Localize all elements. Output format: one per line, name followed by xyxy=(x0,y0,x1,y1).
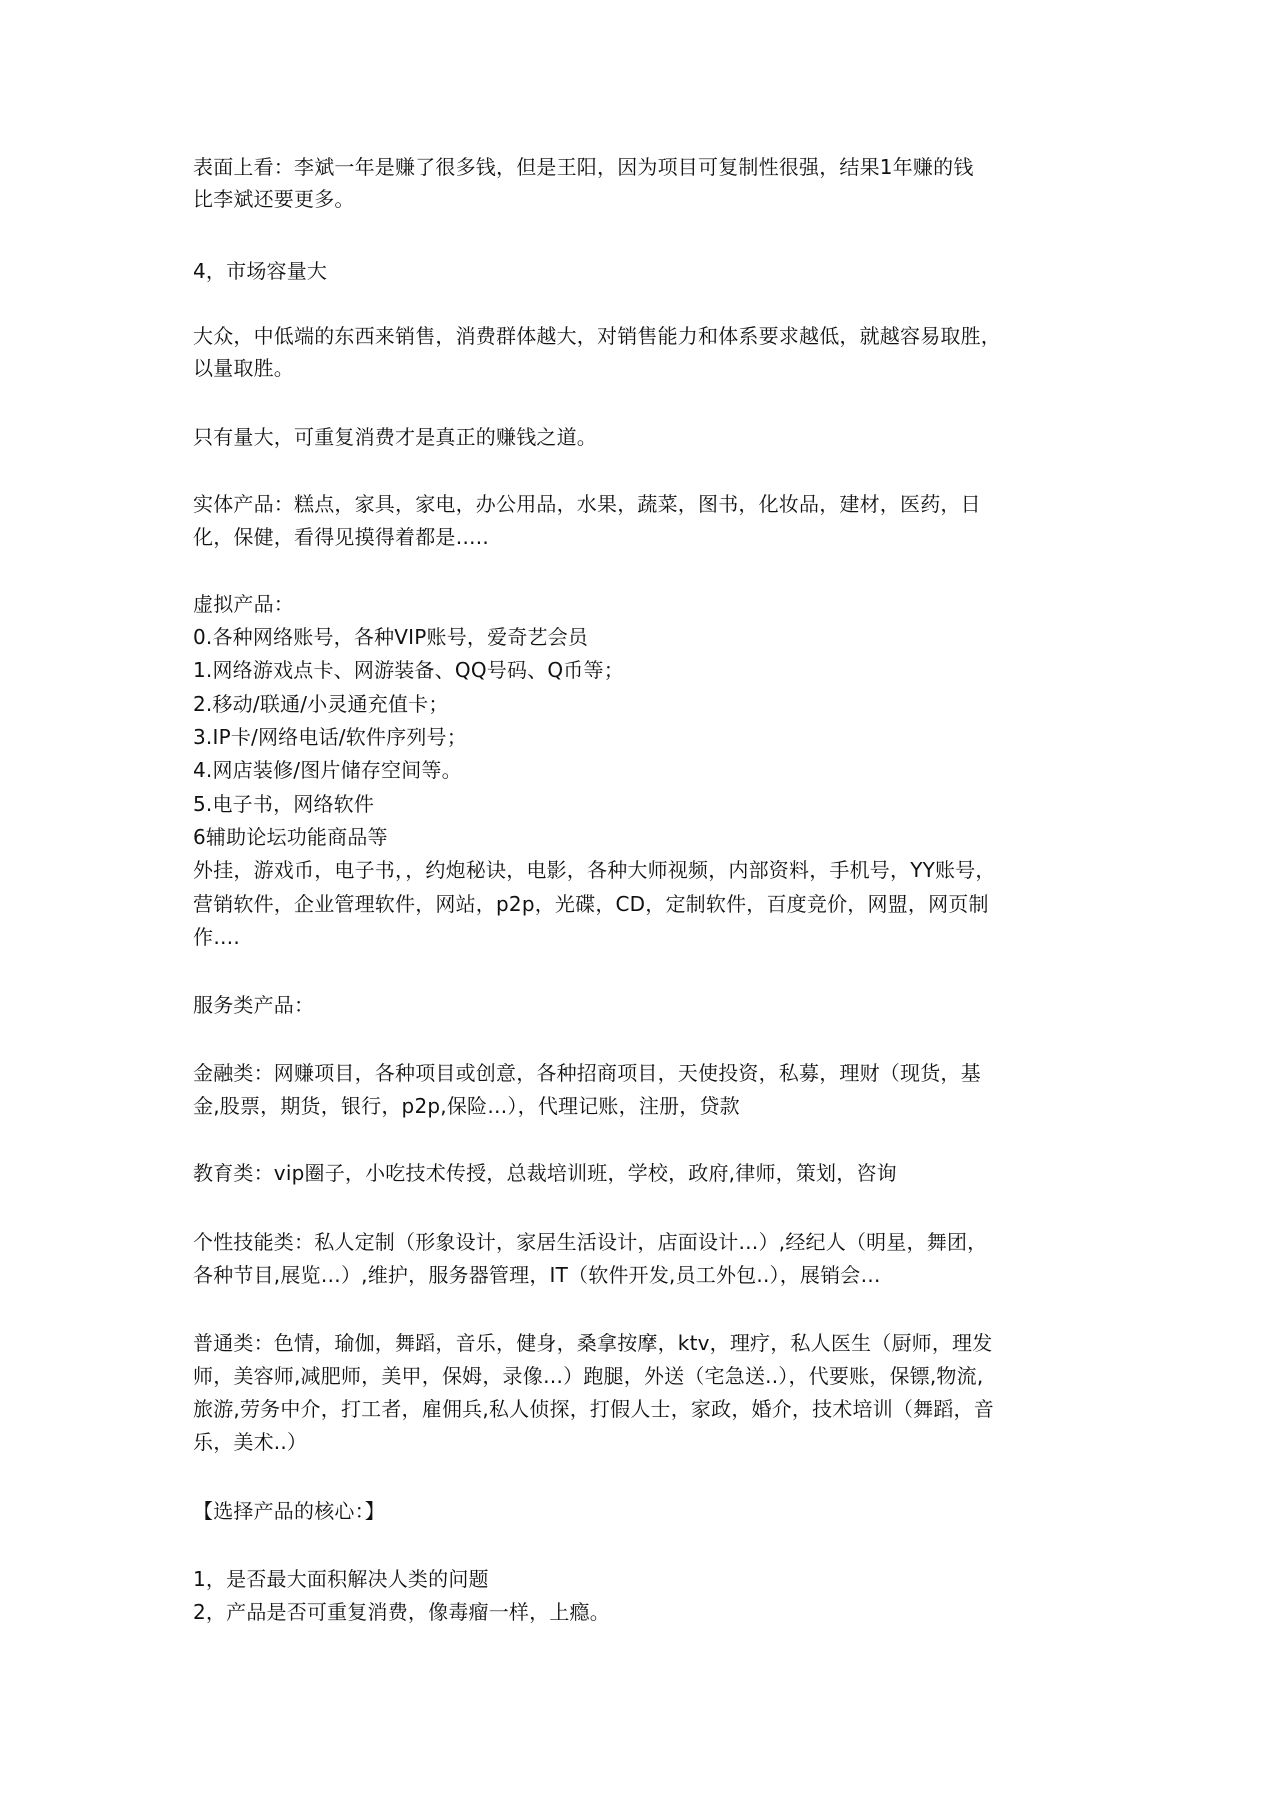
paragraph-line: 乐，美术..） xyxy=(193,1430,308,1454)
paragraph-line: 金,股票，期货，银行，p2p,保险…），代理记账，注册，贷款 xyxy=(193,1094,740,1118)
list-item: 6辅助论坛功能商品等 xyxy=(193,825,388,849)
services-title: 服务类产品： xyxy=(193,993,315,1017)
paragraph-line: 表面上看：李斌一年是赚了很多钱，但是王阳，因为项目可复制性很强，结果1年赚的钱 xyxy=(193,155,974,179)
paragraph-line: 旅游,劳务中介，打工者，雇佣兵,私人侦探，打假人士，家政，婚介，技术培训（舞蹈，音 xyxy=(193,1397,994,1421)
paragraph-line: 教育类：vip圈子，小吃技术传授，总裁培训班，学校，政府,律师，策划，咨询 xyxy=(193,1161,897,1185)
paragraph-line: 大众，中低端的东西来销售，消费群体越大，对销售能力和体系要求越低，就越容易取胜， xyxy=(193,324,1001,348)
paragraph-line: 各种节目,展览…）,维护，服务器管理，IT（软件开发,员工外包..），展销会… xyxy=(193,1263,881,1287)
paragraph-line: 师，美容师,减肥师，美甲，保姆，录像…）跑腿，外送（宅急送..），代要账，保镖,物流, xyxy=(193,1364,984,1388)
list-item: 0.各种网络账号，各种VIP账号，爱奇艺会员 xyxy=(193,625,589,649)
paragraph-line: 营销软件，企业管理软件，网站，p2p，光碟，CD，定制软件，百度竞价，网盟，网页制 xyxy=(193,892,989,916)
paragraph-line: 比李斌还要更多。 xyxy=(193,187,355,211)
paragraph-line: 普通类：色情，瑜伽，舞蹈，音乐，健身，桑拿按摩，ktv，理疗，私人医生（厨师，理发 xyxy=(193,1331,993,1355)
paragraph-line: 以量取胜。 xyxy=(193,356,294,380)
list-item: 5.电子书，网络软件 xyxy=(193,792,375,816)
list-item: 1.网络游戏点卡、网游装备、QQ号码、Q币等； xyxy=(193,658,624,682)
list-item: 2，产品是否可重复消费，像毒瘤一样，上瘾。 xyxy=(193,1600,610,1624)
paragraph-line: 个性技能类：私人定制（形象设计，家居生活设计，店面设计…）,经纪人（明星，舞团， xyxy=(193,1230,988,1254)
list-item: 4.网店装修/图片储存空间等。 xyxy=(193,758,462,782)
list-item: 2.移动/联通/小灵通充值卡； xyxy=(193,692,449,716)
paragraph-line: 金融类：网赚项目，各种项目或创意，各种招商项目，天使投资，私募，理财（现货，基 xyxy=(193,1061,981,1085)
paragraph-line: 外挂，游戏币，电子书，，约炮秘诀，电影，各种大师视频，内部资料，手机号，YY账号， xyxy=(193,858,996,882)
list-item: 1，是否最大面积解决人类的问题 xyxy=(193,1567,489,1591)
list-item: 3.IP卡/网络电话/软件序列号； xyxy=(193,725,467,749)
paragraph-line: 实体产品：糕点，家具，家电，办公用品，水果，蔬菜，图书，化妆品，建材，医药，日 xyxy=(193,492,981,516)
core-title: 【选择产品的核心：】 xyxy=(193,1499,385,1523)
paragraph-line: 化，保健，看得见摸得着都是….. xyxy=(193,525,489,549)
virtual-products-title: 虚拟产品： xyxy=(193,592,294,616)
section-heading: 4，市场容量大 xyxy=(193,259,328,283)
paragraph-line: 作…. xyxy=(193,925,240,949)
paragraph-line: 只有量大，可重复消费才是真正的赚钱之道。 xyxy=(193,425,597,449)
